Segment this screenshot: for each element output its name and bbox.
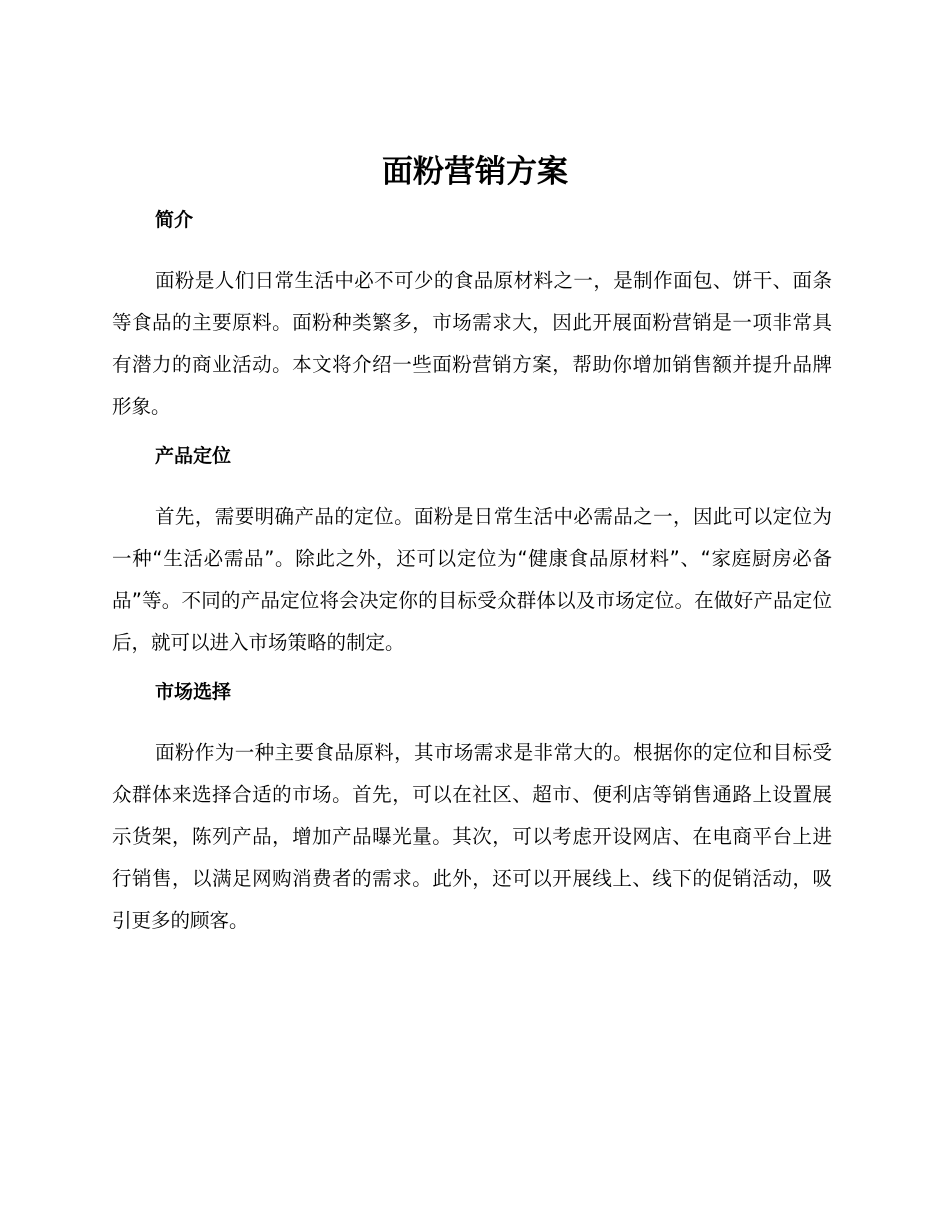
section-paragraph-product-positioning: 首先，需要明确产品的定位。面粉是日常生活中必需品之一，因此可以定位为一种“生活必需品”。除此之外，还可以定位为“健康食品原材料”、“家庭厨房必备品”等。不同的产品定位将会决定你的目标受众群体以及市场定位。在做好产品定位后，就可以进入市场策略的制定。 [112, 505, 832, 654]
document-title: 面粉营销方案 [382, 154, 568, 190]
section-heading-market-selection: 市场选择 [155, 681, 232, 703]
section-intro [112, 207, 832, 428]
section-paragraph-intro: 面粉是人们日常生活中必不可少的食品原材料之一，是制作面包、饼干、面条等食品的主要原料。面粉种类繁多，市场需求大，因此开展面粉营销是一项非常具有潜力的商业活动。本文将介绍一些面粉营销方案，帮助你增加销售额并提升品牌形象。 [112, 269, 832, 418]
section-heading-intro: 简介 [155, 209, 194, 231]
section-market-selection [112, 679, 832, 942]
section-product-positioning [112, 443, 832, 664]
section-paragraph-market-selection: 面粉作为一种主要食品原料，其市场需求是非常大的。根据你的定位和目标受众群体来选择合适的市场。首先，可以在社区、超市、便利店等销售通路上设置展示货架，陈列产品，增加产品曝光量。其次，可以考虑开设网店、在电商平台上进行销售，以满足网购消费者的需求。此外，还可以开展线上、线下的促销活动，吸引更多的顾客。 [112, 741, 832, 932]
section-heading-product-positioning: 产品定位 [155, 445, 232, 467]
